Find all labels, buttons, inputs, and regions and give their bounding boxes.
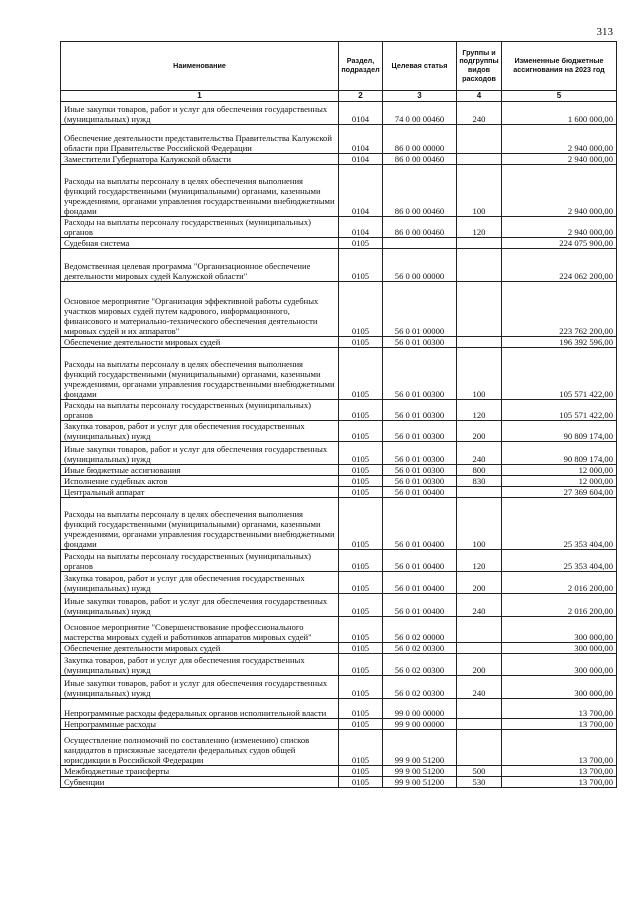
row-amount: 13 700,00 bbox=[502, 777, 617, 788]
row-target-article: 56 0 01 00000 bbox=[383, 282, 457, 337]
row-amount: 12 000,00 bbox=[502, 476, 617, 487]
row-section: 0105 bbox=[339, 643, 383, 654]
row-amount: 2 016 200,00 bbox=[502, 594, 617, 617]
row-target-article: 99 9 00 51200 bbox=[383, 730, 457, 766]
row-target-article: 99 9 00 51200 bbox=[383, 766, 457, 777]
row-name: Иные закупки товаров, работ и услуг для обеспечения государственных (муниципальных) нужд bbox=[61, 102, 339, 125]
row-expense-group bbox=[457, 154, 502, 165]
header-target: Целевая статья bbox=[383, 42, 457, 91]
table-row bbox=[61, 337, 617, 348]
row-section: 0104 bbox=[339, 217, 383, 238]
row-amount: 105 571 422,00 bbox=[502, 348, 617, 400]
row-name: Заместители Губернатора Калужской области bbox=[61, 154, 339, 165]
row-expense-group: 500 bbox=[457, 766, 502, 777]
row-name: Судебная система bbox=[61, 238, 339, 249]
row-section: 0105 bbox=[339, 676, 383, 699]
row-section: 0105 bbox=[339, 442, 383, 465]
budget-table bbox=[60, 41, 617, 788]
table-header-row bbox=[61, 42, 617, 91]
row-amount: 90 809 174,00 bbox=[502, 442, 617, 465]
column-number: 2 bbox=[339, 91, 383, 102]
row-amount: 1 600 000,00 bbox=[502, 102, 617, 125]
row-target-article: 99 0 00 00000 bbox=[383, 699, 457, 719]
row-expense-group: 100 bbox=[457, 165, 502, 217]
row-target-article: 56 0 01 00400 bbox=[383, 487, 457, 498]
row-expense-group bbox=[457, 249, 502, 282]
row-target-article: 56 0 02 00000 bbox=[383, 617, 457, 643]
row-amount: 13 700,00 bbox=[502, 766, 617, 777]
row-section: 0105 bbox=[339, 766, 383, 777]
table-row bbox=[61, 572, 617, 594]
table-row bbox=[61, 165, 617, 217]
row-amount: 300 000,00 bbox=[502, 676, 617, 699]
row-section: 0105 bbox=[339, 348, 383, 400]
row-name: Иные закупки товаров, работ и услуг для обеспечения государственных (муниципальных) нужд bbox=[61, 676, 339, 699]
row-target-article bbox=[383, 238, 457, 249]
row-target-article: 74 0 00 00460 bbox=[383, 102, 457, 125]
table-body bbox=[61, 102, 617, 788]
table-row bbox=[61, 442, 617, 465]
row-name: Обеспечение деятельности представительства Правительства Калужской области при Правительстве Российской Федерации bbox=[61, 125, 339, 154]
row-amount: 12 000,00 bbox=[502, 465, 617, 476]
row-amount: 27 369 604,00 bbox=[502, 487, 617, 498]
row-name: Осуществление полномочий по составлению (изменению) списков кандидатов в присяжные заседатели федеральных судов общей юрисдикции в Российской Федерации bbox=[61, 730, 339, 766]
row-amount: 105 571 422,00 bbox=[502, 400, 617, 421]
row-amount: 2 940 000,00 bbox=[502, 125, 617, 154]
table-row bbox=[61, 617, 617, 643]
row-target-article: 56 0 01 00300 bbox=[383, 337, 457, 348]
row-amount: 13 700,00 bbox=[502, 699, 617, 719]
row-expense-group bbox=[457, 337, 502, 348]
row-target-article: 56 0 00 00000 bbox=[383, 249, 457, 282]
row-name: Основное мероприятие "Организация эффективной работы судебных участков мировых судей путем кадрового, информационного, финансового и материально-технического обеспечения деятельности мировых судей и их аппаратов" bbox=[61, 282, 339, 337]
row-name: Расходы на выплаты персоналу государственных (муниципальных) органов bbox=[61, 550, 339, 572]
column-number: 3 bbox=[383, 91, 457, 102]
row-amount: 2 940 000,00 bbox=[502, 154, 617, 165]
row-target-article: 56 0 01 00300 bbox=[383, 442, 457, 465]
row-amount: 2 016 200,00 bbox=[502, 572, 617, 594]
row-section: 0105 bbox=[339, 699, 383, 719]
row-target-article: 99 9 00 00000 bbox=[383, 719, 457, 730]
row-target-article: 56 0 01 00400 bbox=[383, 498, 457, 550]
table-row bbox=[61, 465, 617, 476]
column-number-row bbox=[61, 91, 617, 102]
table-row bbox=[61, 154, 617, 165]
row-amount: 90 809 174,00 bbox=[502, 421, 617, 442]
row-section: 0105 bbox=[339, 400, 383, 421]
row-expense-group: 530 bbox=[457, 777, 502, 788]
table-row bbox=[61, 238, 617, 249]
row-name: Непрограммные расходы федеральных органов исполнительной власти bbox=[61, 699, 339, 719]
row-section: 0105 bbox=[339, 777, 383, 788]
row-expense-group bbox=[457, 699, 502, 719]
row-target-article: 56 0 02 00300 bbox=[383, 654, 457, 676]
row-section: 0105 bbox=[339, 465, 383, 476]
row-name: Закупка товаров, работ и услуг для обеспечения государственных (муниципальных) нужд bbox=[61, 654, 339, 676]
row-amount: 300 000,00 bbox=[502, 643, 617, 654]
table-row bbox=[61, 550, 617, 572]
row-target-article: 56 0 01 00300 bbox=[383, 421, 457, 442]
row-amount: 2 940 000,00 bbox=[502, 165, 617, 217]
table-row bbox=[61, 476, 617, 487]
table-row bbox=[61, 654, 617, 676]
row-target-article: 56 0 01 00300 bbox=[383, 348, 457, 400]
table-row bbox=[61, 719, 617, 730]
row-section: 0105 bbox=[339, 282, 383, 337]
column-number: 5 bbox=[502, 91, 617, 102]
row-expense-group bbox=[457, 125, 502, 154]
row-name: Непрограммные расходы bbox=[61, 719, 339, 730]
row-section: 0105 bbox=[339, 730, 383, 766]
row-target-article: 86 0 00 00000 bbox=[383, 125, 457, 154]
row-expense-group: 240 bbox=[457, 442, 502, 465]
row-expense-group bbox=[457, 487, 502, 498]
row-name: Расходы на выплаты персоналу в целях обеспечения выполнения функций государственными (муниципальными) органами, казенными учреждениями, органами управления государственными внебюджетными фондами bbox=[61, 165, 339, 217]
table-row bbox=[61, 498, 617, 550]
row-target-article: 56 0 01 00300 bbox=[383, 476, 457, 487]
row-name: Ведомственная целевая программа "Организационное обеспечение деятельности мировых судей Калужской области" bbox=[61, 249, 339, 282]
row-amount: 224 062 200,00 bbox=[502, 249, 617, 282]
row-name: Закупка товаров, работ и услуг для обеспечения государственных (муниципальных) нужд bbox=[61, 572, 339, 594]
table-row bbox=[61, 643, 617, 654]
table-row bbox=[61, 766, 617, 777]
row-expense-group: 200 bbox=[457, 654, 502, 676]
row-expense-group: 240 bbox=[457, 102, 502, 125]
row-amount: 223 762 200,00 bbox=[502, 282, 617, 337]
row-expense-group bbox=[457, 719, 502, 730]
row-name: Закупка товаров, работ и услуг для обеспечения государственных (муниципальных) нужд bbox=[61, 421, 339, 442]
row-name: Центральный аппарат bbox=[61, 487, 339, 498]
row-target-article: 56 0 01 00400 bbox=[383, 572, 457, 594]
row-target-article: 56 0 01 00400 bbox=[383, 594, 457, 617]
row-expense-group: 100 bbox=[457, 498, 502, 550]
row-expense-group bbox=[457, 238, 502, 249]
row-amount: 25 353 404,00 bbox=[502, 498, 617, 550]
row-section: 0104 bbox=[339, 154, 383, 165]
table-row bbox=[61, 249, 617, 282]
row-expense-group: 120 bbox=[457, 400, 502, 421]
row-target-article: 86 0 00 00460 bbox=[383, 154, 457, 165]
table-row bbox=[61, 594, 617, 617]
row-section: 0104 bbox=[339, 125, 383, 154]
row-target-article: 56 0 01 00300 bbox=[383, 465, 457, 476]
row-section: 0105 bbox=[339, 719, 383, 730]
row-name: Межбюджетные трансферты bbox=[61, 766, 339, 777]
row-section: 0105 bbox=[339, 594, 383, 617]
row-expense-group: 800 bbox=[457, 465, 502, 476]
row-name: Иные закупки товаров, работ и услуг для обеспечения государственных (муниципальных) нужд bbox=[61, 594, 339, 617]
row-target-article: 56 0 01 00300 bbox=[383, 400, 457, 421]
row-amount: 2 940 000,00 bbox=[502, 217, 617, 238]
header-group: Группы и подгруппы видов расходов bbox=[457, 42, 502, 91]
row-section: 0105 bbox=[339, 498, 383, 550]
row-name: Расходы на выплаты персоналу государственных (муниципальных) органов bbox=[61, 400, 339, 421]
row-target-article: 56 0 02 00300 bbox=[383, 676, 457, 699]
row-section: 0104 bbox=[339, 165, 383, 217]
row-amount: 13 700,00 bbox=[502, 719, 617, 730]
row-expense-group bbox=[457, 282, 502, 337]
header-name: Наименование bbox=[61, 42, 339, 91]
row-amount: 196 392 596,00 bbox=[502, 337, 617, 348]
row-section: 0104 bbox=[339, 102, 383, 125]
table-row bbox=[61, 699, 617, 719]
row-expense-group bbox=[457, 730, 502, 766]
row-amount: 300 000,00 bbox=[502, 617, 617, 643]
row-target-article: 56 0 02 00300 bbox=[383, 643, 457, 654]
table-row bbox=[61, 348, 617, 400]
header-section: Раздел, подраздел bbox=[339, 42, 383, 91]
table-row bbox=[61, 777, 617, 788]
row-expense-group: 100 bbox=[457, 348, 502, 400]
row-expense-group: 830 bbox=[457, 476, 502, 487]
row-target-article: 86 0 00 00460 bbox=[383, 217, 457, 238]
row-section: 0105 bbox=[339, 617, 383, 643]
row-expense-group bbox=[457, 643, 502, 654]
row-amount: 224 075 900,00 bbox=[502, 238, 617, 249]
row-name: Расходы на выплаты персоналу в целях обеспечения выполнения функций государственными (муниципальными) органами, казенными учреждениями, органами управления государственными внебюджетными фондами bbox=[61, 348, 339, 400]
column-number: 1 bbox=[61, 91, 339, 102]
row-name: Иные бюджетные ассигнования bbox=[61, 465, 339, 476]
row-expense-group: 240 bbox=[457, 594, 502, 617]
table-row bbox=[61, 400, 617, 421]
row-expense-group: 120 bbox=[457, 550, 502, 572]
row-expense-group: 240 bbox=[457, 676, 502, 699]
table-row bbox=[61, 102, 617, 125]
row-section: 0105 bbox=[339, 487, 383, 498]
row-name: Исполнение судебных актов bbox=[61, 476, 339, 487]
table-row bbox=[61, 730, 617, 766]
row-expense-group: 120 bbox=[457, 217, 502, 238]
row-name: Субвенции bbox=[61, 777, 339, 788]
row-target-article: 56 0 01 00400 bbox=[383, 550, 457, 572]
table-row bbox=[61, 217, 617, 238]
row-expense-group: 200 bbox=[457, 421, 502, 442]
row-name: Обеспечение деятельности мировых судей bbox=[61, 643, 339, 654]
page-number: 313 bbox=[596, 26, 613, 38]
row-section: 0105 bbox=[339, 249, 383, 282]
row-target-article: 99 9 00 51200 bbox=[383, 777, 457, 788]
row-expense-group: 200 bbox=[457, 572, 502, 594]
table-row bbox=[61, 125, 617, 154]
row-section: 0105 bbox=[339, 476, 383, 487]
row-section: 0105 bbox=[339, 337, 383, 348]
row-section: 0105 bbox=[339, 550, 383, 572]
row-target-article: 86 0 00 00460 bbox=[383, 165, 457, 217]
row-name: Расходы на выплаты персоналу государственных (муниципальных) органов bbox=[61, 217, 339, 238]
row-name: Обеспечение деятельности мировых судей bbox=[61, 337, 339, 348]
row-name: Расходы на выплаты персоналу в целях обеспечения выполнения функций государственными (муниципальными) органами, казенными учреждениями, органами управления государственными внебюджетными фондами bbox=[61, 498, 339, 550]
row-section: 0105 bbox=[339, 421, 383, 442]
row-amount: 25 353 404,00 bbox=[502, 550, 617, 572]
table-row bbox=[61, 282, 617, 337]
row-name: Основное мероприятие "Совершенствование профессионального мастерства мировых судей и работников аппаратов мировых судей" bbox=[61, 617, 339, 643]
table-row bbox=[61, 487, 617, 498]
row-section: 0105 bbox=[339, 572, 383, 594]
row-expense-group bbox=[457, 617, 502, 643]
row-amount: 13 700,00 bbox=[502, 730, 617, 766]
row-section: 0105 bbox=[339, 654, 383, 676]
column-number: 4 bbox=[457, 91, 502, 102]
row-name: Иные закупки товаров, работ и услуг для обеспечения государственных (муниципальных) нужд bbox=[61, 442, 339, 465]
row-section: 0105 bbox=[339, 238, 383, 249]
table-row bbox=[61, 676, 617, 699]
header-amount: Измененные бюджетные ассигнования на 2023 год bbox=[502, 42, 617, 91]
table-row bbox=[61, 421, 617, 442]
row-amount: 300 000,00 bbox=[502, 654, 617, 676]
